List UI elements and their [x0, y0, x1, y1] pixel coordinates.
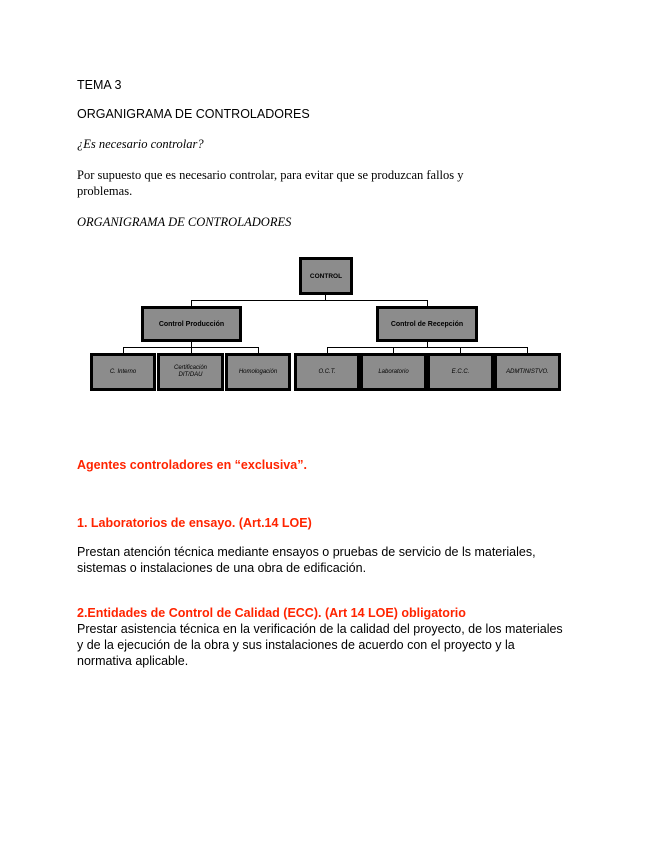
question-text: ¿Es necesario controlar? [77, 137, 204, 151]
page-title: ORGANIGRAMA DE CONTROLADORES [77, 107, 310, 121]
org-node-reception: Control de Recepción [376, 306, 478, 342]
agents-heading: Agentes controladores en “exclusiva”. [77, 458, 307, 472]
answer-line-2: problemas. [77, 184, 133, 198]
org-node-homologation: Homologación [225, 353, 291, 391]
connector-reception-horizontal [327, 347, 528, 348]
org-node-ecc: E.C.C. [427, 353, 494, 391]
section-2-heading: 2.Entidades de Control de Calidad (ECC). (Art 14 LOE) obligatorio [77, 606, 466, 620]
section-2-body-line-3: normativa aplicable. [77, 654, 189, 668]
section-1-body-line-1: Prestan atención técnica mediante ensayos o pruebas de servicio de ls materiales, [77, 545, 536, 559]
org-node-internal-control: C. Interno [90, 353, 156, 391]
section-1-body-line-2: sistemas o instalaciones de una obra de edificación. [77, 561, 367, 575]
section-2-body-line-2: y de la ejecución de la obra y sus instalaciones de acuerdo con el proyecto y la [77, 638, 515, 652]
answer-line-1: Por supuesto que es necesario controlar, para evitar que se produzcan fallos y [77, 168, 464, 182]
org-node-oct: O.C.T. [294, 353, 360, 391]
org-node-laboratory: Laboratorio [360, 353, 427, 391]
org-node-administrative: ADMTINISTVO. [494, 353, 561, 391]
org-node-production: Control Producción [141, 306, 242, 342]
section-2-body-line-1: Prestar asistencia técnica en la verificación de la calidad del proyecto, de los materiales [77, 622, 563, 636]
diagram-title: ORGANIGRAMA DE CONTROLADORES [77, 215, 292, 229]
org-node-certification: Certificación DIT/DAU [157, 353, 224, 391]
topic-label: TEMA 3 [77, 78, 122, 92]
connector-root-horizontal [191, 300, 428, 301]
section-1-heading: 1. Laboratorios de ensayo. (Art.14 LOE) [77, 516, 312, 530]
org-node-root: CONTROL [299, 257, 353, 295]
